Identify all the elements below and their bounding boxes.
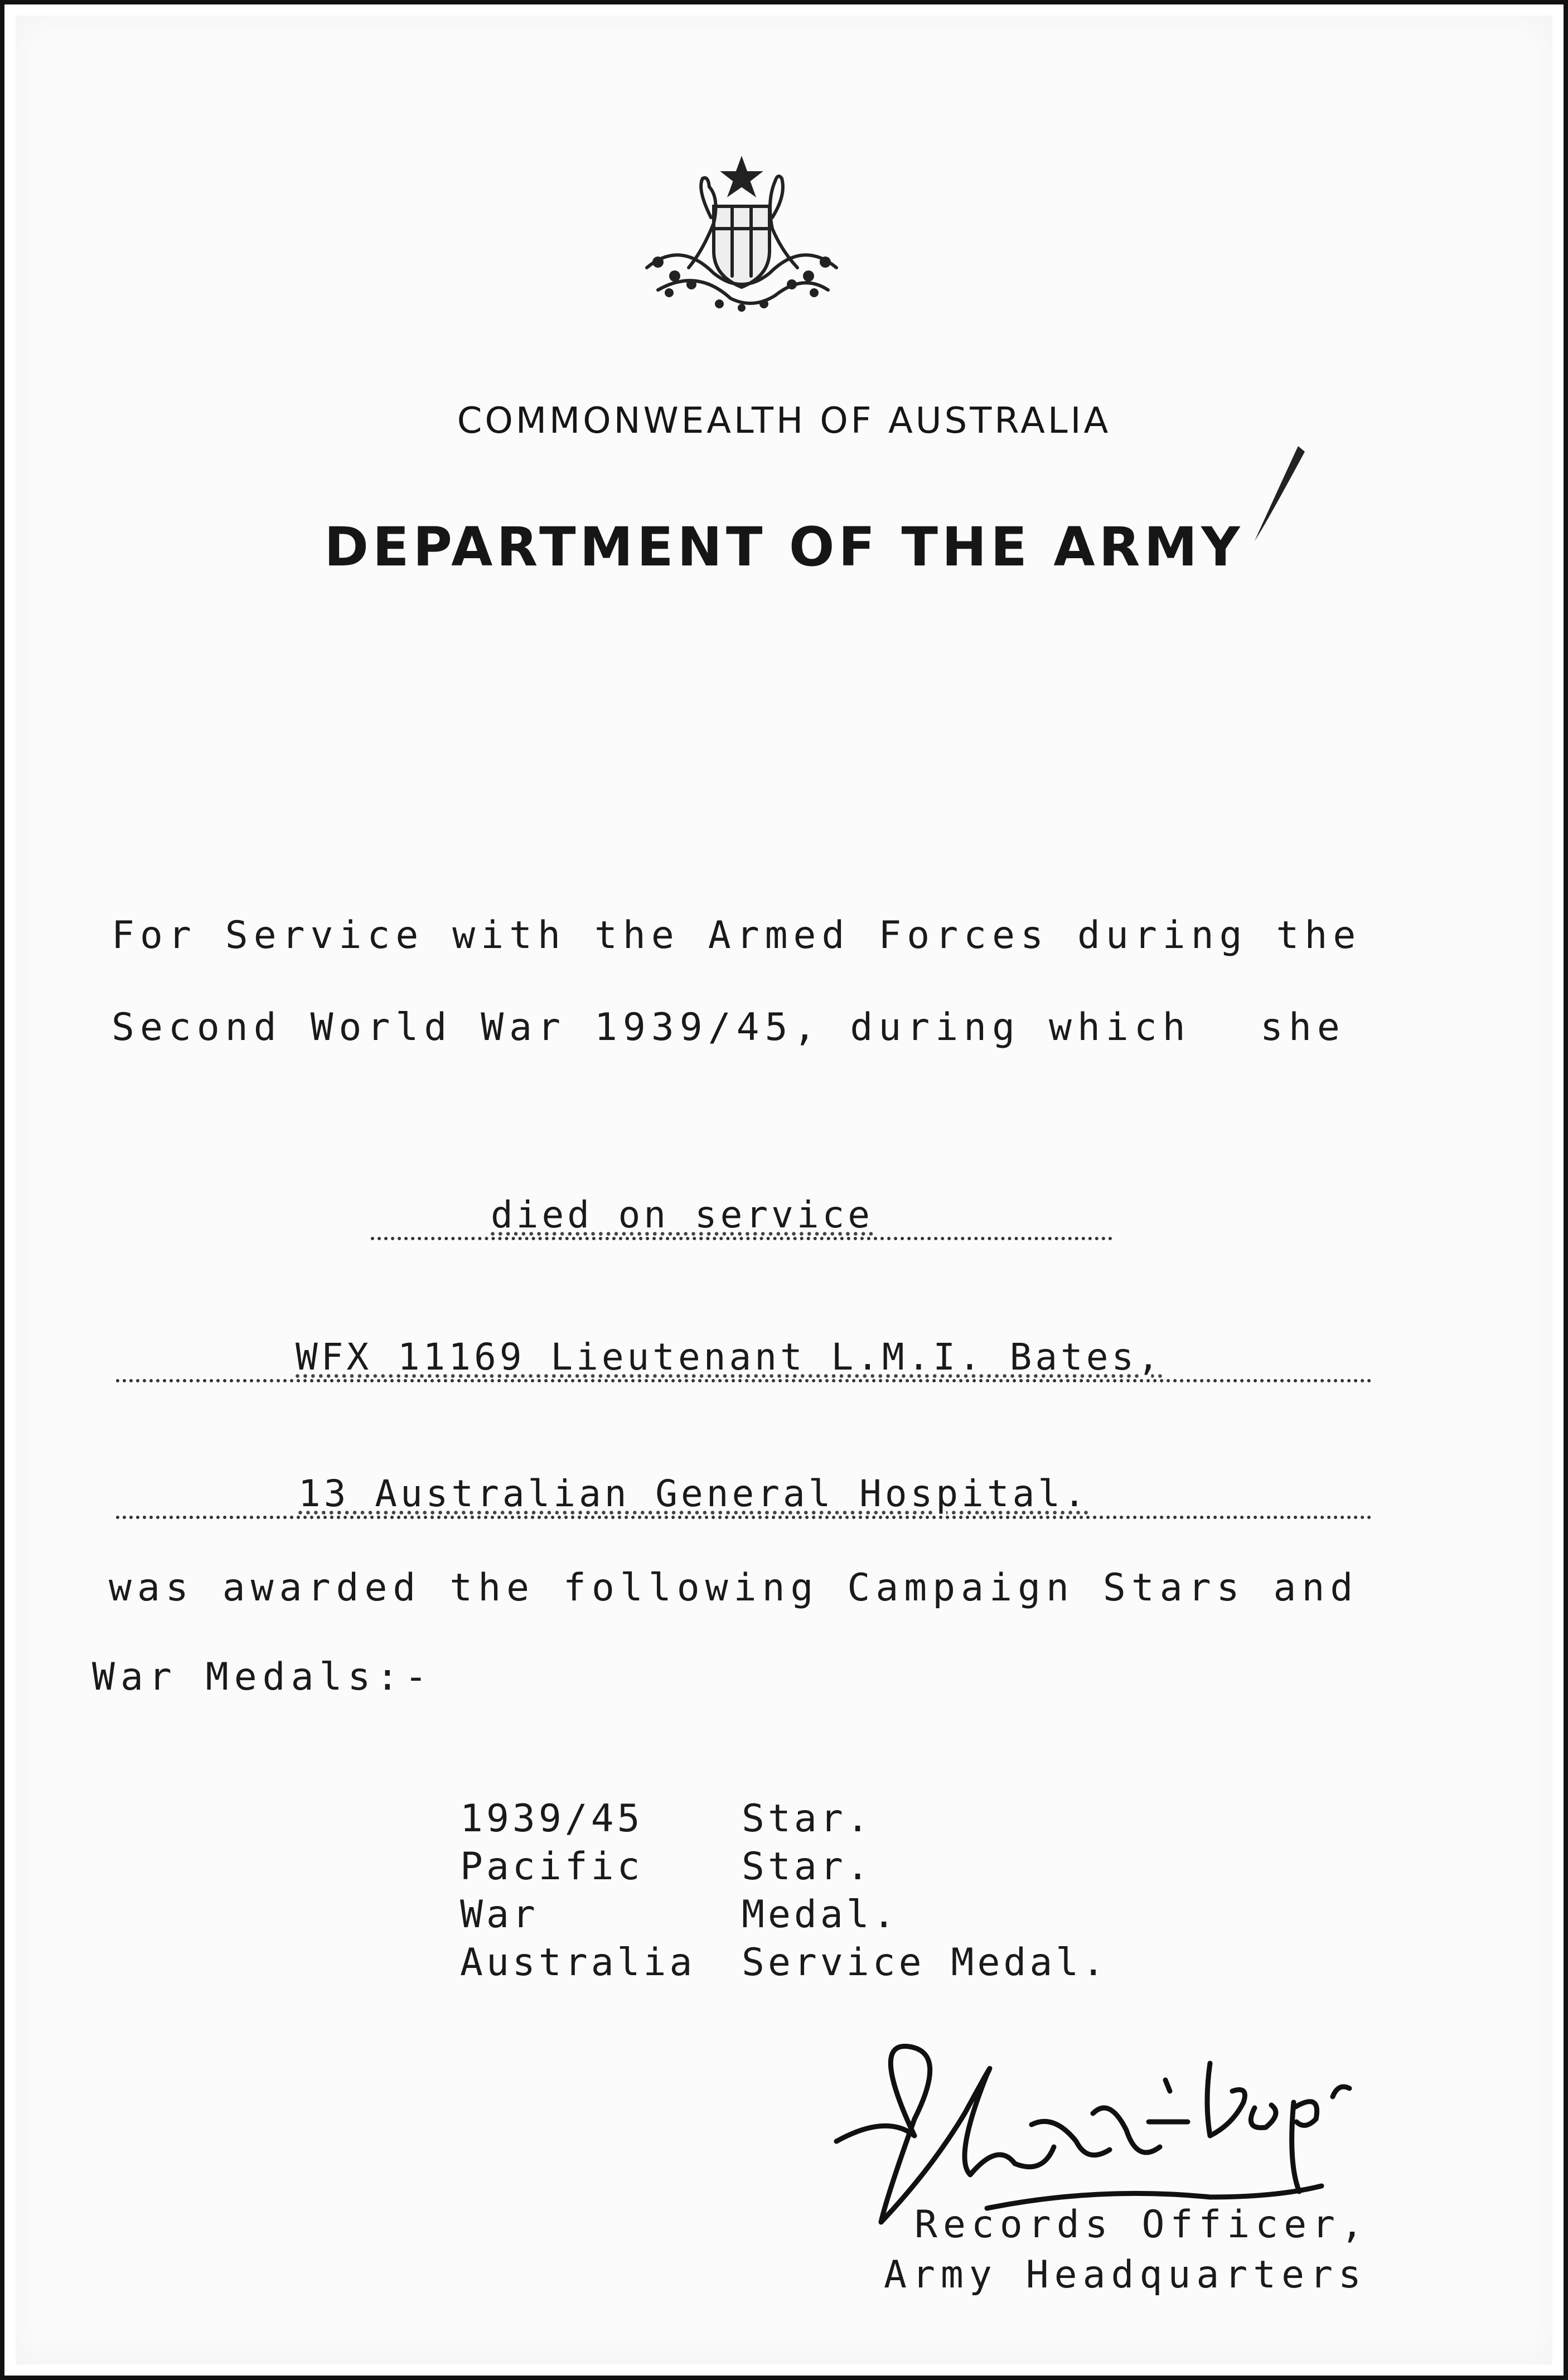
document-page <box>16 16 1552 2364</box>
medal-type: Star. <box>742 1845 873 1889</box>
medal-name: Australia <box>460 1941 696 1985</box>
unit-field: 13 Australian General Hospital. <box>298 1472 1089 1515</box>
service-text-line-1: For Service with the Armed Forces during the <box>112 913 1362 957</box>
medal-type: Medal. <box>742 1893 899 1937</box>
pen-mark-icon <box>1232 441 1310 552</box>
service-text-line-2-start: Second World War 1939/45, during which <box>112 1005 1191 1049</box>
member-field: WFX 11169 Lieutenant L.M.I. Bates, <box>296 1336 1163 1378</box>
medal-name: Pacific <box>460 1845 643 1889</box>
service-text-line-2 <box>112 1005 1346 1049</box>
coat-of-arms-icon <box>636 156 848 318</box>
pronoun-field: she <box>1260 1005 1346 1049</box>
medal-type: Service Medal. <box>742 1941 1109 1985</box>
department-heading: DEPARTMENT OF THE ARMY <box>324 516 1244 578</box>
member-dots <box>116 1379 1372 1382</box>
circumstance-dots <box>371 1237 1112 1240</box>
medal-name: War <box>460 1893 539 1937</box>
country-heading: COMMONWEALTH OF AUSTRALIA <box>457 400 1111 442</box>
circumstance-field: died on service <box>491 1193 874 1236</box>
medal-name: 1939/45 <box>460 1797 643 1841</box>
awarded-text: was awarded the following Campaign Stars and <box>109 1566 1359 1610</box>
officer-office: Army Headquarters <box>884 2253 1367 2297</box>
officer-title: Records Officer, <box>914 2203 1369 2247</box>
medal-type: Star. <box>742 1797 873 1841</box>
medals-intro-text: War Medals:- <box>92 1655 433 1699</box>
unit-dots <box>116 1516 1372 1519</box>
